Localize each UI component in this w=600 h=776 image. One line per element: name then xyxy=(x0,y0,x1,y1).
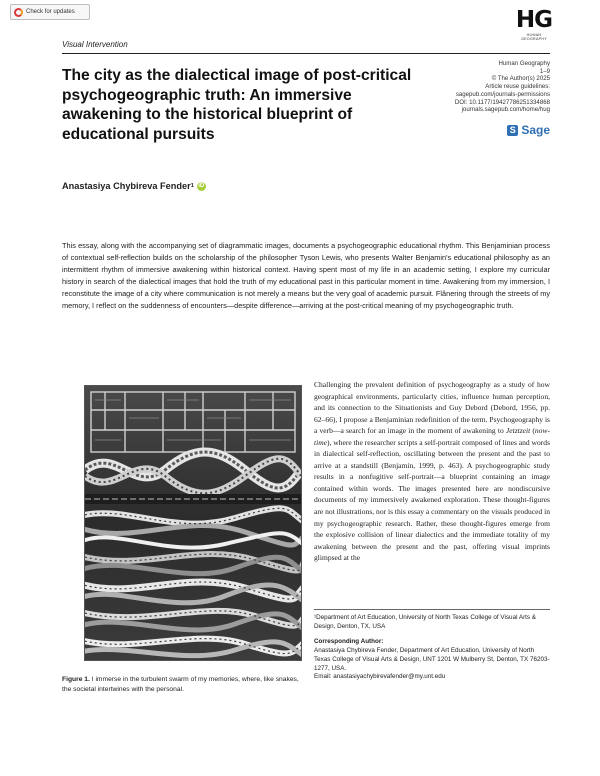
affiliation-footnote: ¹Department of Art Education, University of North Texas College of Visual Arts & Design, Denton, TX, USA xyxy=(314,614,537,630)
body-paragraph xyxy=(314,379,550,564)
journal-name: Human Geography xyxy=(498,60,550,67)
sage-icon: S xyxy=(507,125,518,136)
page-range: 1–9 xyxy=(539,67,550,75)
orcid-icon[interactable]: iD xyxy=(198,182,205,189)
body-text-part: ( xyxy=(530,426,535,436)
figure-artwork xyxy=(85,386,301,660)
footnotes xyxy=(314,614,550,682)
article-title: The city as the dialectical image of post-critical psychogeographic truth: An immersive awakening to the historical blueprint of educational pursuits xyxy=(62,67,412,143)
doi[interactable]: DOI: 10.1177/19427786251334868 xyxy=(454,98,550,106)
reuse-label: Article reuse guidelines: xyxy=(485,83,550,91)
body-italic-term: now-time xyxy=(314,426,550,447)
reuse-link[interactable]: sagepub.com/journals-permissions xyxy=(455,90,550,98)
abstract: This essay, along with the accompanying set of diagrammatic images, documents a psychogeographic educational rhythm. This Benjaminian process of contextual self-reflection builds on the scholarship of the philosopher Tyson Lewis, who presents Walter Benjamin's educational philosophy as an intermittent rhythm of immersive awakening within historical context. Having spent most of my life in an academic setting, I explore my curricular history in search of the dialectical images that hold the truth of my educational past in this particular moment in time. Awakening from my immersion, I reconstitute the image of a city where communication is not merely a means but the very goal of academic pursuit. Flânering through the streets of my memory, I reflect on the suddenness of encounters—despite difference—arriving at the post-critical meaning of my psychogeographic truth. xyxy=(62,241,550,310)
publisher-logo xyxy=(507,123,550,137)
author-line xyxy=(62,181,206,191)
journal-logo-letters: HG xyxy=(515,7,553,33)
figure-image xyxy=(84,385,302,661)
corresponding-author-heading: Corresponding Author: xyxy=(314,637,384,645)
author-name: Anastasiya Chybireva Fender xyxy=(62,181,191,191)
body-text-part: Challenging the prevalent definition of psychogeography as a study of how geographical environments, particularly cities, influence human perception, and its connection to the Situationists and Guy Debord (Debord, 1956, pp. 62–66), I propose a Benjaminian redefinition of the term. Psychogeography is a verb—a search for an image in the moment of awakening to xyxy=(314,380,550,436)
figure-caption-text: I immerse in the turbulent swarm of my memories, where, like snakes, the societal intertwines with the personal. xyxy=(62,676,299,693)
journal-logo-subtitle: HUMAN GEOGRAPHY xyxy=(521,33,547,41)
figure-caption-label: Figure 1. xyxy=(62,676,90,683)
body-italic-term: Jetztzeit xyxy=(505,426,531,436)
journal-logo xyxy=(514,8,554,41)
journal-url[interactable]: journals.sagepub.com/home/hug xyxy=(461,106,550,114)
corresponding-author-details: Anastasiya Chybireva Fender, Department of Art Education, University of North Texas College of Visual Arts & Design, UNT 1201 W Mulberry St, Denton, TX 76203-1277, USA. xyxy=(314,646,550,672)
check-for-updates-badge[interactable] xyxy=(10,4,90,20)
article-section-label: Visual Intervention xyxy=(62,40,128,49)
author-affiliation-mark: 1 xyxy=(190,183,194,189)
header-rule xyxy=(62,53,550,54)
body-text-part: ), where the researcher scripts a self-portrait composed of lines and words in dialectical self-reflection, oscillating between the present and the past to arrive at a standstill (Benjamin, 1999, p. 463). A psychogeographic study results in a nonfugitive self-portrait—a blueprint containing an image contained within words. The images presented here are nondiscursive documents of my immersively awakened exploration. These thought-figures are not illustrations, nor is this essay a commentary on the visuals produced in my psychogeographic research. Rather, these thought-figures emerge from the explosive collision of linear dialectics and the immediate totality of my awakening between the present and the past, offering visual imprints glimpsed at the xyxy=(314,437,551,563)
copyright: © The Author(s) 2025 xyxy=(491,75,550,83)
check-for-updates-label: Check for updates xyxy=(26,9,75,15)
article-metadata xyxy=(455,60,550,114)
update-check-icon xyxy=(14,8,23,17)
footnote-rule xyxy=(314,609,550,610)
figure-caption xyxy=(62,675,304,694)
publisher-name: Sage xyxy=(521,123,550,137)
corresponding-author-email[interactable]: Email: anastasiyachybirevafender@my.unt.edu xyxy=(314,673,446,681)
